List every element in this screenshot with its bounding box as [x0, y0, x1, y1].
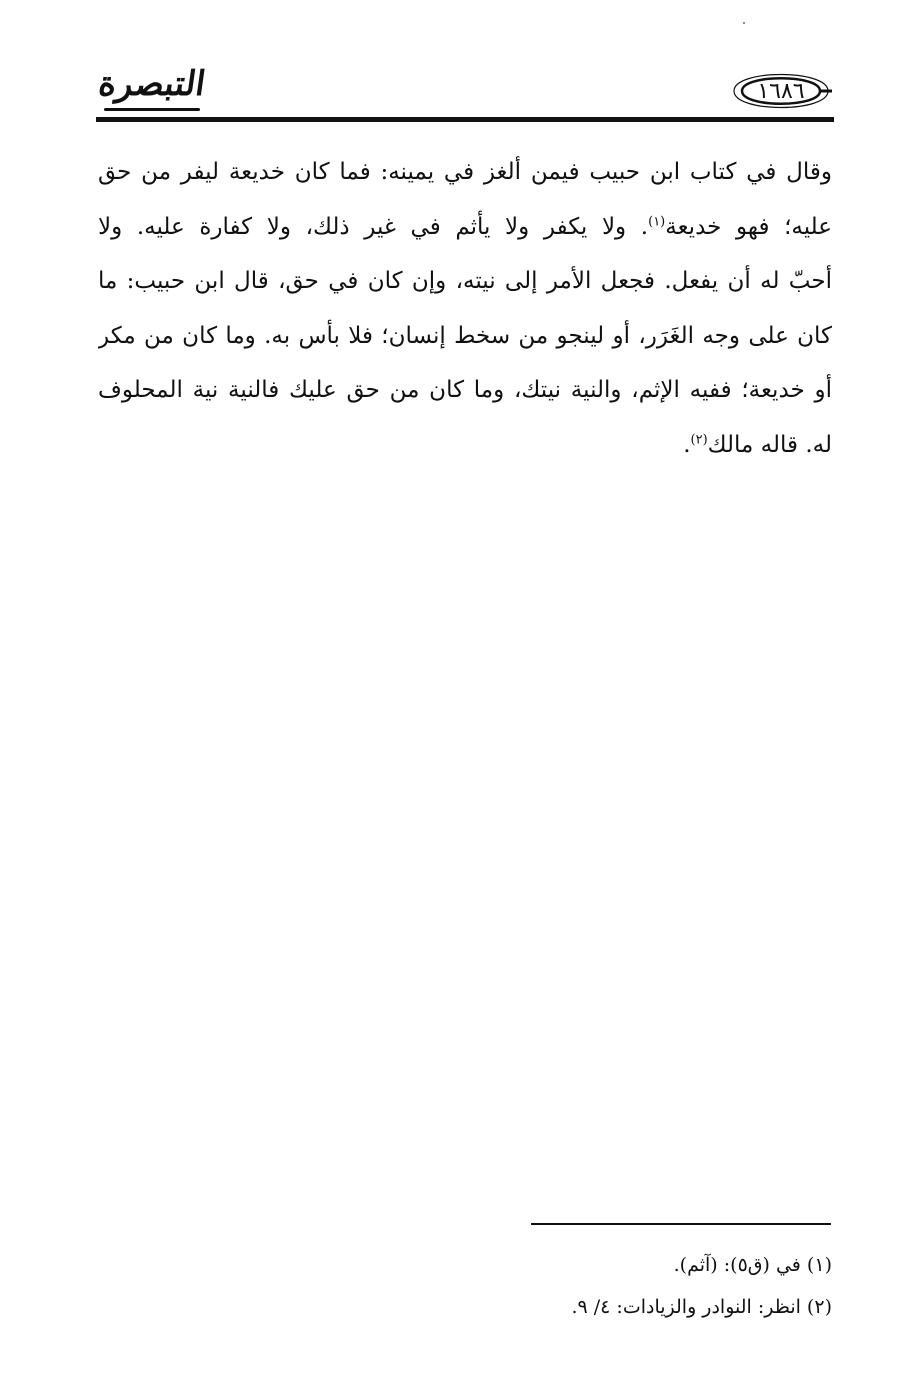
header-rule — [96, 117, 834, 122]
book-title-flourish — [104, 108, 200, 111]
text-segment: أحبّ له أن يفعل. فجعل الأمر إلى نيته، وإن كان في حق، قال ابن حبيب: ما — [98, 268, 832, 294]
page-header — [96, 50, 834, 126]
text-segment: له. قاله مالك — [707, 431, 832, 458]
book-title: التبصرة — [95, 64, 208, 104]
text-segment: . — [683, 431, 691, 458]
text-segment: كان على وجه الغَرَر، أو لينجو من سخط إنسان؛ فلا بأس به. وما كان من مكر — [98, 322, 832, 349]
speck-mark — [743, 22, 745, 24]
text-segment: أو خديعة؛ ففيه الإثم، والنية نيتك، وما كان من حق عليك فالنية نية المحلوف — [98, 377, 832, 403]
footnotes — [400, 1244, 832, 1328]
text-line — [98, 418, 832, 473]
text-segment: عليه؛ فهو خديعة — [665, 213, 832, 240]
text-segment: . ولا يكفر ولا يأثم في غير ذلك، ولا كفارة عليه. ولا — [98, 213, 649, 240]
main-text — [98, 145, 832, 472]
footnote-separator — [531, 1223, 831, 1225]
text-line — [98, 145, 832, 200]
text-line — [98, 200, 832, 255]
page-number: ١٦٨٦ — [757, 78, 805, 104]
text-line — [98, 363, 832, 418]
footnote-reference[interactable]: (٢) — [690, 431, 708, 447]
text-line — [98, 254, 832, 309]
footnote-reference[interactable]: (١) — [648, 213, 666, 229]
footnote-2: (٢) انظر: النوادر والزيادات: ٤/ ٩. — [571, 1296, 832, 1318]
page-number-badge — [728, 66, 834, 116]
footnote-1: (١) في (ق٥): (آثم). — [673, 1254, 832, 1276]
text-segment: وقال في كتاب ابن حبيب فيمن ألغز في يمينه: فما كان خديعة ليفر من حق — [98, 159, 832, 185]
text-line — [98, 309, 832, 364]
